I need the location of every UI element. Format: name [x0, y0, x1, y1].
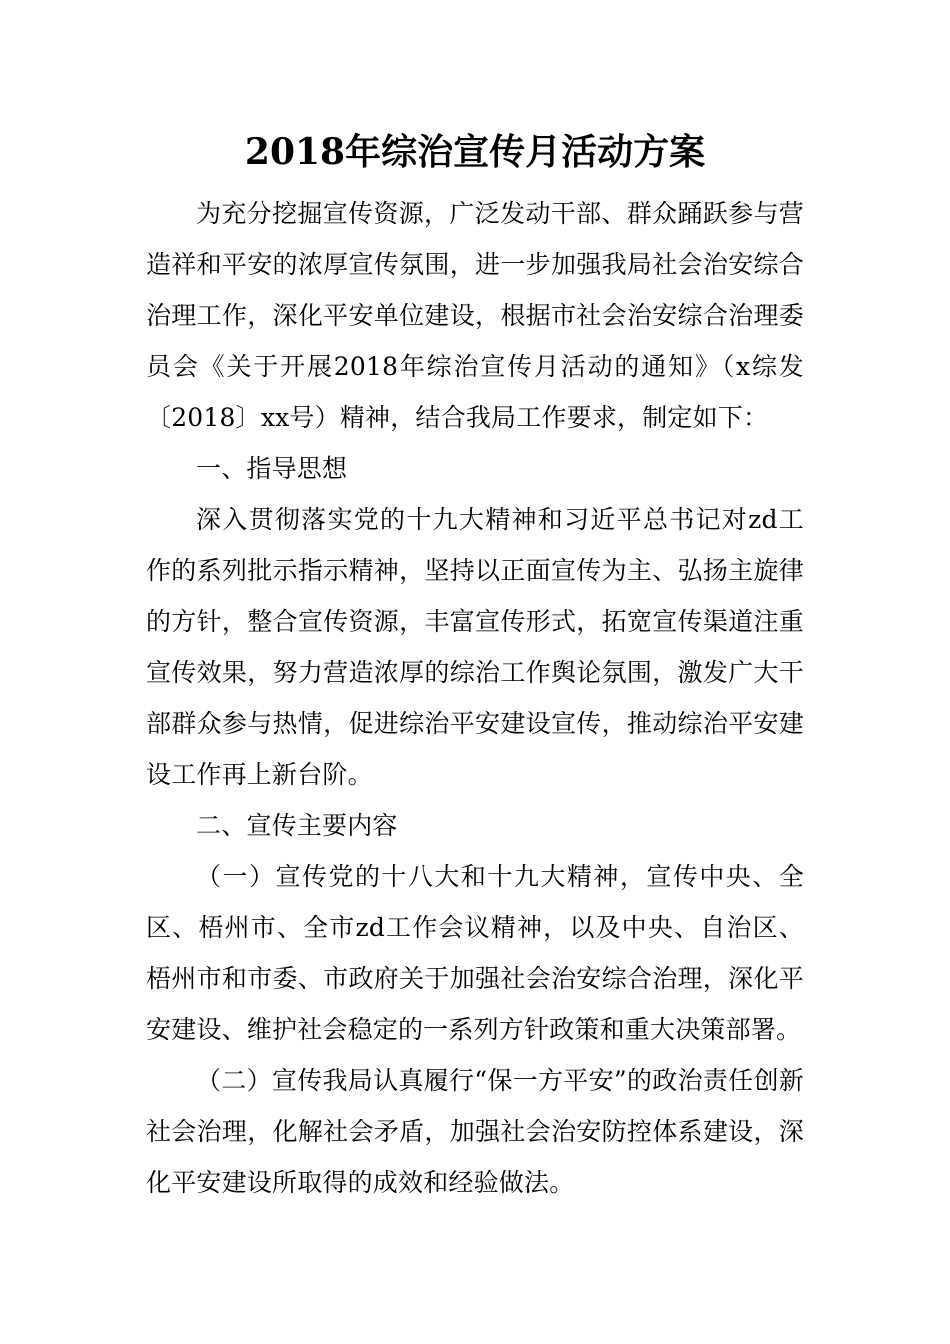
section-heading-guiding-ideology: 一、指导思想 [196, 454, 348, 483]
content-item-1-paragraph: （一）宣传党的十八大和十九大精神，宣传中央、全区、梧州市、全市zd工作会议精神，以及中央、自治区、梧州市和市委、市政府关于加强社会治安综合治理，深化平安建设、维护社会稳定的一系列方针政策和重大决策部署。 [146, 862, 804, 1044]
content-item-2-paragraph: （二）宣传我局认真履行“保一方平安”的政治责任创新社会治理，化解社会矛盾，加强社会治安防控体系建设，深化平安建设所取得的成效和经验做法。 [146, 1066, 804, 1197]
guiding-ideology-paragraph: 深入贯彻落实党的十九大精神和习近平总书记对zd工作的系列批示指示精神，坚持以正面宣传为主、弘扬主旋律的方针，整合宣传资源，丰富宣传形式，拓宽宣传渠道注重宣传效果，努力营造浓厚的综治工作舆论氛围，激发广大干部群众参与热情，促进综治平安建设宣传，推动综治平安建设工作再上新台阶。 [146, 505, 804, 789]
document-title: 2018年综治宣传月活动方案 [244, 131, 706, 173]
section-heading-main-content: 二、宣传主要内容 [196, 811, 398, 840]
intro-paragraph: 为充分挖掘宣传资源，广泛发动干部、群众踊跃参与营造祥和平安的浓厚宣传氛围，进一步加强我局社会治安综合治理工作，深化平安单位建设，根据市社会治安综合治理委员会《关于开展2018年综治宣传月活动的通知》（x综发〔2018〕xx号）精神，结合我局工作要求，制定如下： [146, 199, 804, 432]
